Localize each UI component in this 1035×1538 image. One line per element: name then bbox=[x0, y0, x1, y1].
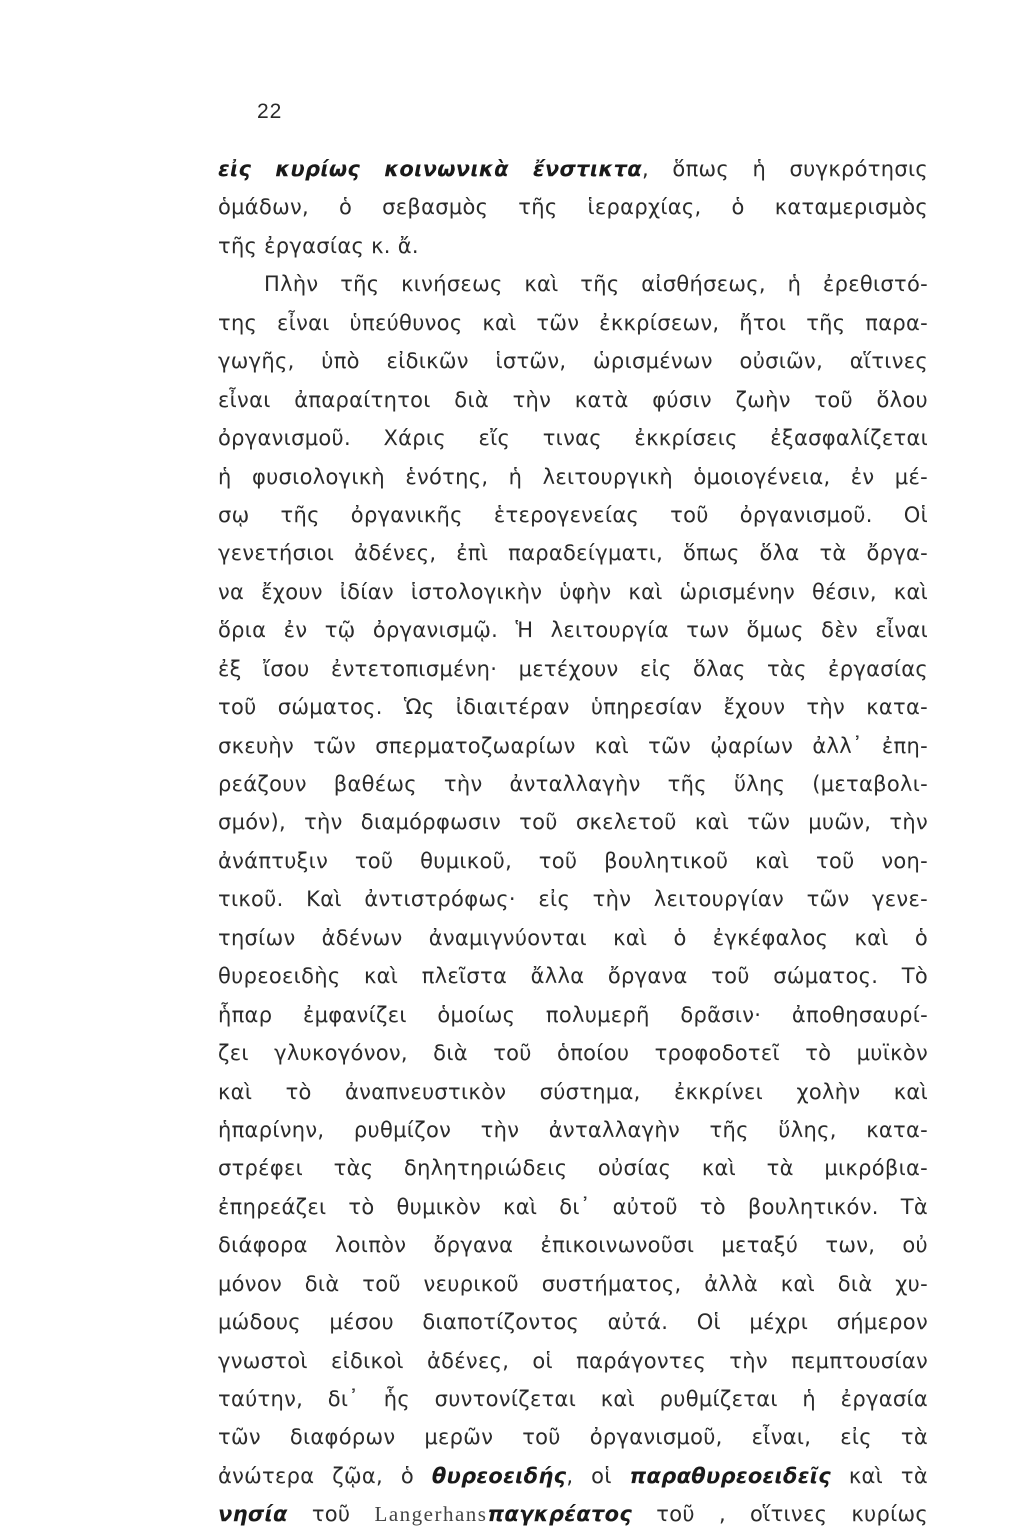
text-line bbox=[218, 1461, 928, 1492]
text-line bbox=[218, 1307, 928, 1338]
text-run: ρεάζουν βαθέως τὴν ἀνταλλαγὴν τῆς ὕλης (μεταβολι- bbox=[218, 772, 928, 796]
emphasized-term: θυρεοειδής bbox=[431, 1463, 567, 1488]
text-run: της εἶναι ὑπεύθυνος καὶ τῶν ἐκκρίσεων, ἤτοι τῆς παρα- bbox=[218, 310, 928, 335]
text-line bbox=[218, 1192, 928, 1223]
text-run: διάφορα λοιπὸν ὄργανα ἐπικοινωνοῦσι μεταξύ των, οὐ bbox=[218, 1233, 928, 1258]
text-run: να ἔχουν ἰδίαν ἱστολογικὴν ὑφὴν καὶ ὡρισμένην θέσιν, καὶ bbox=[218, 579, 928, 604]
text-line bbox=[218, 1077, 928, 1108]
text-line bbox=[218, 192, 928, 223]
text-run: ἀνώτερα ζῷα, ὁ bbox=[218, 1463, 432, 1488]
text-run: τοῦ bbox=[632, 1502, 719, 1527]
text-run: , οἵτινες κυρίως bbox=[718, 1502, 929, 1527]
text-run: γωγῆς, ὑπὸ εἰδικῶν ἱστῶν, ὡρισμένων οὐσιῶν, αἵτινες bbox=[218, 349, 928, 374]
text-line bbox=[218, 538, 928, 569]
text-line bbox=[218, 1269, 928, 1300]
text-run: ζει γλυκογόνον, διὰ τοῦ ὁποίου τροφοδοτεῖ τὸ μυϊκὸν bbox=[218, 1041, 928, 1066]
text-line bbox=[218, 577, 928, 608]
text-run: τοῦ bbox=[287, 1502, 375, 1527]
text-run: εἶναι ἀπαραίτητοι διὰ τὴν κατὰ φύσιν ζωὴν τοῦ ὅλου bbox=[218, 387, 928, 412]
text-line bbox=[218, 769, 928, 800]
text-line bbox=[218, 923, 928, 954]
text-run: ὅρια ἐν τῷ ὀργανισμῷ. Ἡ λειτουργία των ὅμως δὲν εἶναι bbox=[218, 618, 928, 643]
text-run: γενετήσιοι ἀδένες, ἐπὶ παραδείγματι, ὅπως ὅλα τὰ ὄργα- bbox=[218, 541, 928, 566]
text-line bbox=[218, 1115, 928, 1146]
text-line bbox=[218, 1153, 928, 1184]
text-line bbox=[218, 500, 928, 531]
text-line bbox=[218, 269, 928, 300]
text-run: Πλὴν τῆς κινήσεως καὶ τῆς αἰσθήσεως, ἡ ἐρεθιστό- bbox=[264, 272, 928, 297]
text-line bbox=[218, 1230, 928, 1261]
text-run: τοῦ σώματος. Ὡς ἰδιαιτέραν ὑπηρεσίαν ἔχουν τὴν κατα- bbox=[218, 695, 928, 720]
text-line bbox=[218, 423, 928, 454]
text-run: ἀνάπτυξιν τοῦ θυμικοῦ, τοῦ βουλητικοῦ καὶ τοῦ νοη- bbox=[218, 848, 928, 873]
text-line bbox=[218, 1499, 928, 1530]
text-line bbox=[218, 154, 928, 185]
text-line bbox=[218, 1000, 928, 1031]
text-run: σκευὴν τῶν σπερματοζωαρίων καὶ τῶν ᾠαρίων ἀλλ᾽ ἐπη- bbox=[218, 733, 928, 758]
text-line bbox=[218, 846, 928, 877]
text-run: ὁμάδων, ὁ σεβασμὸς τῆς ἱεραρχίας, ὁ καταμερισμὸς bbox=[218, 195, 928, 220]
text-run: τῶν διαφόρων μερῶν τοῦ ὀργανισμοῦ, εἶναι, εἰς τὰ bbox=[218, 1425, 928, 1450]
text-line bbox=[218, 1384, 928, 1415]
text-line bbox=[218, 385, 928, 416]
text-run: τησίων ἀδένων ἀναμιγνύονται καὶ ὁ ἐγκέφαλος καὶ ὁ bbox=[218, 925, 928, 950]
text-line bbox=[218, 346, 928, 377]
text-line bbox=[218, 884, 928, 915]
text-run: σμόν), τὴν διαμόρφωσιν τοῦ σκελετοῦ καὶ τῶν μυῶν, τὴν bbox=[218, 810, 928, 835]
text-run: σῳ τῆς ὀργανικῆς ἑτερογενείας τοῦ ὀργανισμοῦ. Οἱ bbox=[218, 502, 928, 527]
text-line bbox=[218, 308, 928, 339]
text-run: ἧπαρ ἐμφανίζει ὁμοίως πολυμερῆ δρᾶσιν· ἀποθησαυρί- bbox=[218, 1002, 928, 1027]
text-run: ἐπηρεάζει τὸ θυμικὸν καὶ δι᾽ αὐτοῦ τὸ βουλητικόν. Τὰ bbox=[218, 1194, 928, 1219]
text-run: καὶ τὸ ἀναπνευστικὸν σύστημα, ἐκκρίνει χολὴν καὶ bbox=[218, 1079, 928, 1104]
emphasized-term: νησία bbox=[218, 1502, 288, 1527]
text-run: καὶ τὰ bbox=[830, 1463, 928, 1488]
text-run: , ὅπως ἡ συγκρότησις bbox=[642, 157, 928, 181]
text-line bbox=[218, 462, 928, 493]
text-line bbox=[218, 692, 928, 723]
latin-name: Langerhans bbox=[374, 1502, 488, 1527]
text-line bbox=[218, 1038, 928, 1069]
text-run: τῆς ἐργασίας κ. ἄ. bbox=[218, 233, 419, 258]
text-run: μώδους μέσου διαποτίζοντος αὐτά. Οἱ μέχρι σήμερον bbox=[218, 1310, 928, 1335]
text-line bbox=[218, 231, 928, 262]
text-run: γνωστοὶ εἰδικοὶ ἀδένες, οἱ παράγοντες τὴν πεμπτουσίαν bbox=[218, 1348, 928, 1373]
page-number: 22 bbox=[257, 100, 283, 123]
text-line bbox=[218, 1422, 928, 1453]
text-run: τικοῦ. Καὶ ἀντιστρόφως· εἰς τὴν λειτουργίαν τῶν γενε- bbox=[218, 887, 928, 912]
text-line bbox=[218, 961, 928, 992]
body-text bbox=[218, 154, 928, 1538]
text-run: μόνον διὰ τοῦ νευρικοῦ συστήματος, ἀλλὰ καὶ διὰ χυ- bbox=[218, 1271, 928, 1296]
text-line bbox=[218, 807, 928, 838]
emphasized-term: παραθυρεοειδεῖς bbox=[629, 1463, 831, 1488]
text-line bbox=[218, 654, 928, 685]
text-run: ταύτην, δι᾽ ἧς συντονίζεται καὶ ρυθμίζεται ἡ ἐργασία bbox=[218, 1387, 928, 1411]
text-line bbox=[218, 615, 928, 646]
text-run: θυρεοειδὴς καὶ πλεῖστα ἄλλα ὄργανα τοῦ σώματος. Τὸ bbox=[218, 964, 928, 989]
emphasized-term: παγκρέατος bbox=[487, 1502, 633, 1527]
text-run: ἐξ ἴσου ἐντετοπισμένη· μετέχουν εἰς ὅλας τὰς ἐργασίας bbox=[218, 656, 928, 681]
text-line bbox=[218, 1346, 928, 1377]
text-line bbox=[218, 731, 928, 762]
text-run: ἡπαρίνην, ρυθμίζον τὴν ἀνταλλαγὴν τῆς ὕλης, κατα- bbox=[218, 1117, 928, 1142]
emphasized-term: εἰς κυρίως κοινωνικὰ ἔνστικτα bbox=[218, 157, 642, 181]
text-run: στρέφει τὰς δηλητηριώδεις οὐσίας καὶ τὰ μικρόβια- bbox=[218, 1156, 928, 1181]
text-run: , οἱ bbox=[566, 1463, 630, 1488]
text-run: ἡ φυσιολογικὴ ἑνότης, ἡ λειτουργικὴ ὁμοιογένεια, ἐν μέ- bbox=[218, 464, 928, 489]
text-run: ὀργανισμοῦ. Χάρις εἴς τινας ἐκκρίσεις ἐξασφαλίζεται bbox=[218, 426, 928, 451]
